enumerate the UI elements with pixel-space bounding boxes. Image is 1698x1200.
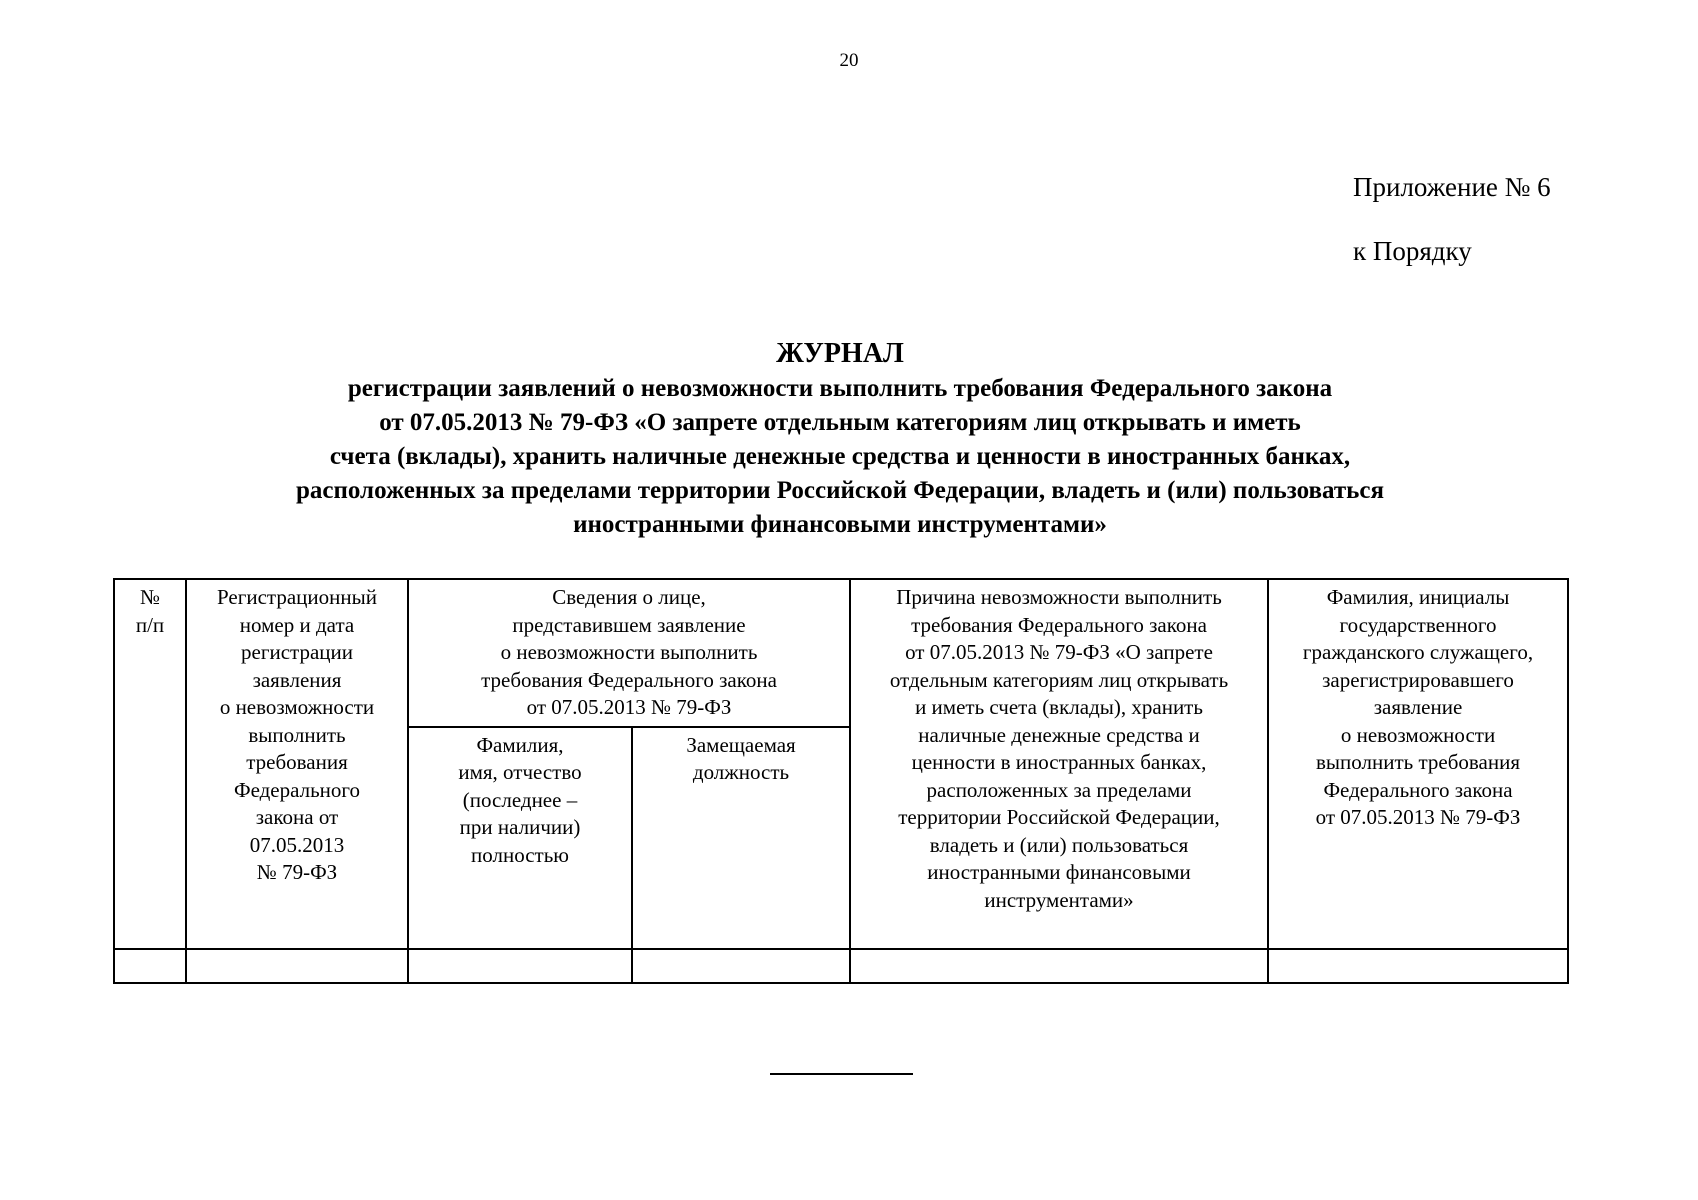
table-cell[interactable]	[632, 949, 850, 983]
header-cell-officer	[1268, 579, 1568, 949]
header-cell-person-info	[408, 579, 850, 727]
header-officer-label: Фамилия, инициалы государственного гражданского служащего, зарегистрировавшего заявление о невозможности выполнить требования Федерального закона от 07.05.2013 № 79-ФЗ	[1302, 585, 1534, 829]
header-cell-registration	[186, 579, 408, 949]
title-line: регистрации заявлений о невозможности выполнить требования Федерального закона	[347, 375, 1333, 402]
page-number: 20	[839, 50, 859, 71]
header-reason-label: Причина невозможности выполнить требования Федерального закона от 07.05.2013 № 79-ФЗ «О запрете отдельным категориям лиц открывать и иметь счета (вклады), хранить наличные денежные средства и ценности в иностранных банках, расположенных за пределами территории Российской Федерации, владеть и (или) пользоваться иностранными финансовыми инструментами»	[889, 585, 1229, 912]
appendix-to-order: к Порядку	[1353, 236, 1472, 266]
title-line: расположенных за пределами территории Российской Федерации, владеть и (или) пользоваться	[295, 477, 1384, 504]
journal-table	[113, 578, 1569, 984]
appendix-reference	[1353, 170, 1551, 268]
header-full-name-label: Фамилия, имя, отчество (последнее – при наличии) полностью	[458, 732, 582, 867]
header-cell-number	[114, 579, 186, 949]
header-position-label: Замещаемая должность	[686, 732, 796, 784]
table-cell[interactable]	[408, 949, 632, 983]
document-title	[160, 336, 1520, 542]
table-cell[interactable]	[1268, 949, 1568, 983]
table-cell[interactable]	[114, 949, 186, 983]
table-header-row	[114, 579, 1568, 727]
header-cell-position	[632, 727, 850, 949]
header-cell-reason	[850, 579, 1268, 949]
header-person-info-label: Сведения о лице, представившем заявление о невозможности выполнить требования Федерального закона от 07.05.2013 № 79-ФЗ	[481, 585, 777, 719]
table-cell[interactable]	[850, 949, 1268, 983]
closing-divider	[770, 1073, 913, 1075]
table-cell[interactable]	[186, 949, 408, 983]
appendix-number: Приложение № 6	[1353, 172, 1551, 202]
title-line: счета (вклады), хранить наличные денежные средства и ценности в иностранных банках,	[329, 443, 1351, 470]
table-row	[114, 949, 1568, 983]
title-heading: ЖУРНАЛ	[776, 338, 904, 369]
title-line: от 07.05.2013 № 79-ФЗ «О запрете отдельным категориям лиц открывать и иметь	[379, 409, 1301, 436]
header-cell-full-name	[408, 727, 632, 949]
header-registration-label: Регистрационный номер и дата регистрации заявления о невозможности выполнить требования Федерального закона от 07.05.2013 № 79-ФЗ	[217, 585, 377, 884]
title-line: иностранными финансовыми инструментами»	[573, 511, 1107, 538]
header-number-label: № п/п	[135, 585, 165, 637]
